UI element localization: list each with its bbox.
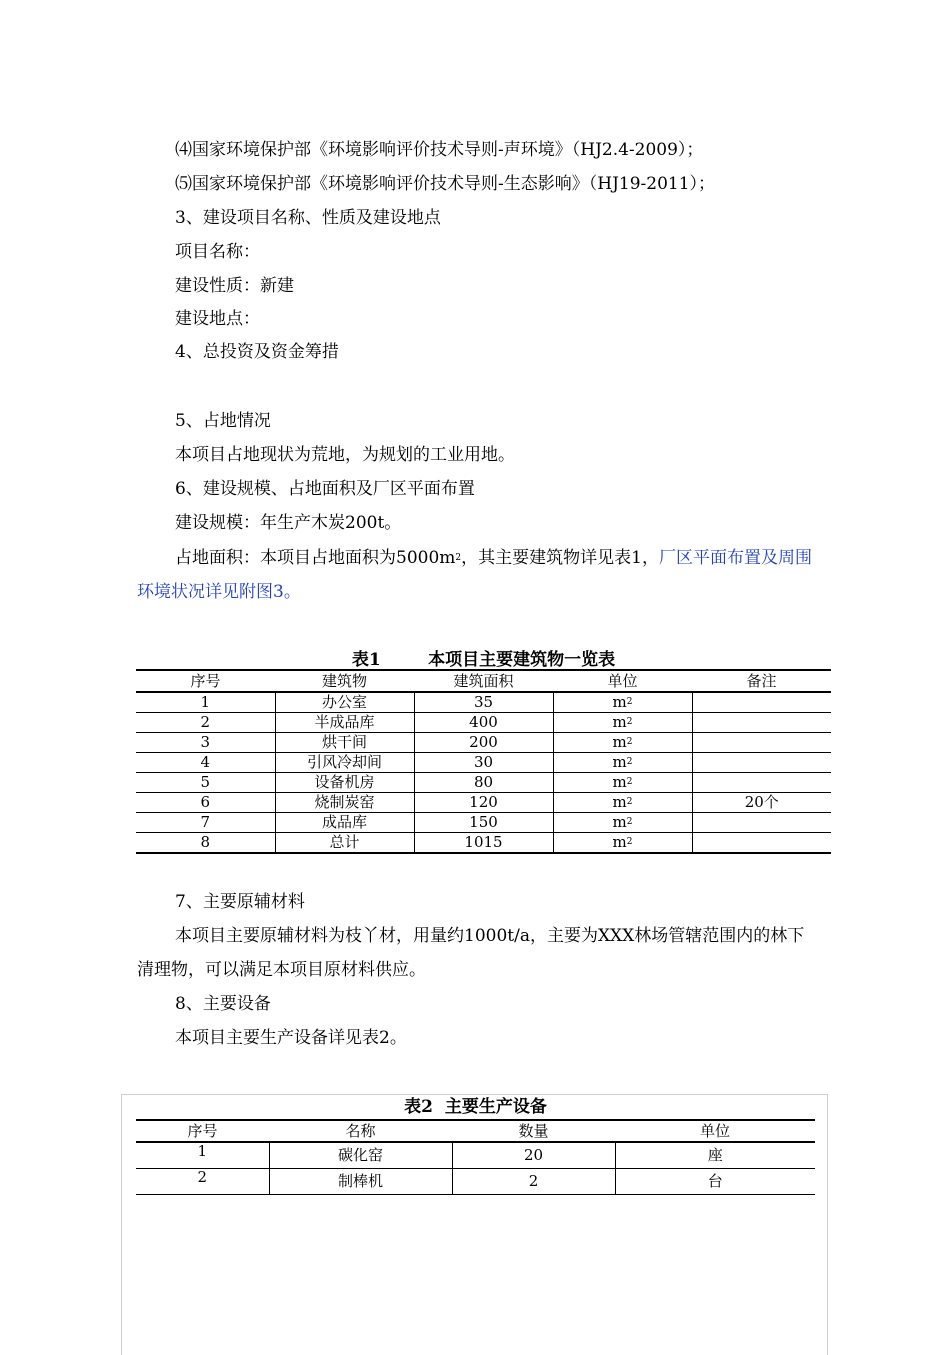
equipment-quantity: 20 [452, 1142, 615, 1169]
table1-caption: 表1 本项目主要建筑物一览表 [351, 650, 616, 670]
table-row [136, 1169, 815, 1195]
unit-superscript: 2 [626, 837, 633, 847]
table1-header: 单位 [553, 670, 692, 692]
equipment-name: 碳化窑 [269, 1142, 452, 1169]
unit-cell [553, 753, 692, 773]
unit-base: m [612, 733, 627, 751]
note-cell [692, 833, 831, 854]
note-cell [692, 733, 831, 753]
reference-5: ⑸国家环境保护部《环境影响评价技术导则-生态影响》（HJ19-2011）； [175, 174, 716, 194]
section-7-heading: 7、主要原辅材料 [175, 892, 305, 912]
table-row [136, 753, 831, 773]
layout-figure-reference: 厂区平面布置及周围环境状况详见附图3。 [137, 548, 812, 602]
table1-header: 备注 [692, 670, 831, 692]
construction-nature: 建设性质：新建 [175, 276, 294, 296]
row-number: 6 [136, 793, 275, 813]
land-area-text-2: ，其主要建筑物详见表1， [461, 548, 659, 568]
table-row [136, 733, 831, 753]
construction-scale-text: 建设规模：年生产木炭200t。 [175, 513, 402, 533]
unit-base: m [612, 773, 627, 791]
table-row [136, 793, 831, 813]
table1-header: 序号 [136, 670, 275, 692]
note-cell [692, 692, 831, 713]
table2-header: 数量 [452, 1120, 615, 1142]
building-area: 200 [414, 733, 553, 753]
unit-cell [553, 773, 692, 793]
table2-header: 名称 [269, 1120, 452, 1142]
equipment-name: 制棒机 [269, 1169, 452, 1195]
building-name: 半成品库 [275, 713, 414, 733]
building-area: 120 [414, 793, 553, 813]
table2-header: 序号 [136, 1120, 269, 1142]
building-name: 成品库 [275, 813, 414, 833]
section-4-heading: 4、总投资及资金筹措 [175, 342, 339, 362]
building-name: 烘干间 [275, 733, 414, 753]
reference-4: ⑷国家环境保护部《环境影响评价技术导则-声环境》（HJ2.4-2009）； [175, 140, 704, 160]
note-cell: 20个 [692, 793, 831, 813]
table-row [136, 773, 831, 793]
building-area: 150 [414, 813, 553, 833]
land-area-text: 占地面积：本项目占地面积为5000m [175, 548, 456, 568]
equipment-unit: 座 [615, 1142, 815, 1169]
unit-cell [553, 813, 692, 833]
table1-body [136, 692, 831, 853]
building-name: 总计 [275, 833, 414, 854]
section-8-heading: 8、主要设备 [175, 994, 271, 1014]
unit-cell [553, 713, 692, 733]
unit-superscript: 2 [626, 757, 633, 767]
note-cell [692, 713, 831, 733]
table-row [136, 833, 831, 854]
unit-cell [553, 692, 692, 713]
unit-base: m [612, 693, 627, 711]
building-area: 30 [414, 753, 553, 773]
row-number: 2 [136, 713, 275, 733]
unit-base: m [612, 753, 627, 771]
note-cell [692, 773, 831, 793]
unit-cell [553, 833, 692, 854]
note-cell [692, 813, 831, 833]
building-area: 80 [414, 773, 553, 793]
table-row [136, 713, 831, 733]
unit-superscript: 2 [626, 717, 633, 727]
unit-base: m [612, 793, 627, 811]
row-number: 4 [136, 753, 275, 773]
building-name: 引风冷却间 [275, 753, 414, 773]
equipment-unit: 台 [615, 1169, 815, 1195]
unit-superscript: 2 [626, 737, 633, 747]
table2-body [136, 1142, 815, 1195]
table2-header: 单位 [615, 1120, 815, 1142]
note-cell [692, 753, 831, 773]
equipment-quantity: 2 [452, 1169, 615, 1195]
building-area: 35 [414, 692, 553, 713]
buildings-table [136, 669, 831, 854]
building-name: 设备机房 [275, 773, 414, 793]
materials-paragraph: 本项目主要原辅材料为枝丫材，用量约1000t/a，主要为XXX林场管辖范围内的林下清理物，可以满足本项目原材料供应。 [137, 926, 805, 980]
land-status-text: 本项目占地现状为荒地，为规划的工业用地。 [175, 445, 515, 465]
table1-header: 建筑面积 [414, 670, 553, 692]
unit-cell [553, 793, 692, 813]
row-number: 5 [136, 773, 275, 793]
project-name-label: 项目名称： [175, 242, 260, 262]
unit-superscript: 2 [626, 797, 633, 807]
section-3-heading: 3、建设项目名称、性质及建设地点 [175, 208, 441, 228]
unit-base: m [612, 713, 627, 731]
table1-header-row [136, 670, 831, 692]
building-area: 1015 [414, 833, 553, 854]
row-number: 1 [136, 1142, 269, 1169]
construction-site-label: 建设地点： [175, 309, 260, 329]
building-name: 烧制炭窑 [275, 793, 414, 813]
area-superscript: 2 [455, 553, 462, 563]
unit-cell [553, 733, 692, 753]
table-row [136, 692, 831, 713]
equipment-intro-text: 本项目主要生产设备详见表2。 [175, 1028, 407, 1048]
unit-superscript: 2 [626, 697, 633, 707]
row-number: 3 [136, 733, 275, 753]
row-number: 7 [136, 813, 275, 833]
unit-base: m [612, 833, 627, 851]
building-name: 办公室 [275, 692, 414, 713]
table-row [136, 1142, 815, 1169]
table-row [136, 813, 831, 833]
unit-superscript: 2 [626, 817, 633, 827]
table1-header: 建筑物 [275, 670, 414, 692]
unit-superscript: 2 [626, 777, 633, 787]
building-area: 400 [414, 713, 553, 733]
row-number: 8 [136, 833, 275, 854]
section-5-heading: 5、占地情况 [175, 411, 271, 431]
equipment-table [136, 1119, 815, 1195]
table2-header-row [136, 1120, 815, 1142]
land-area-paragraph [137, 541, 817, 609]
unit-base: m [612, 813, 627, 831]
row-number: 1 [136, 692, 275, 713]
section-6-heading: 6、建设规模、占地面积及厂区平面布置 [175, 479, 475, 499]
table2-caption: 表2 主要生产设备 [404, 1097, 547, 1117]
row-number: 2 [136, 1169, 269, 1195]
